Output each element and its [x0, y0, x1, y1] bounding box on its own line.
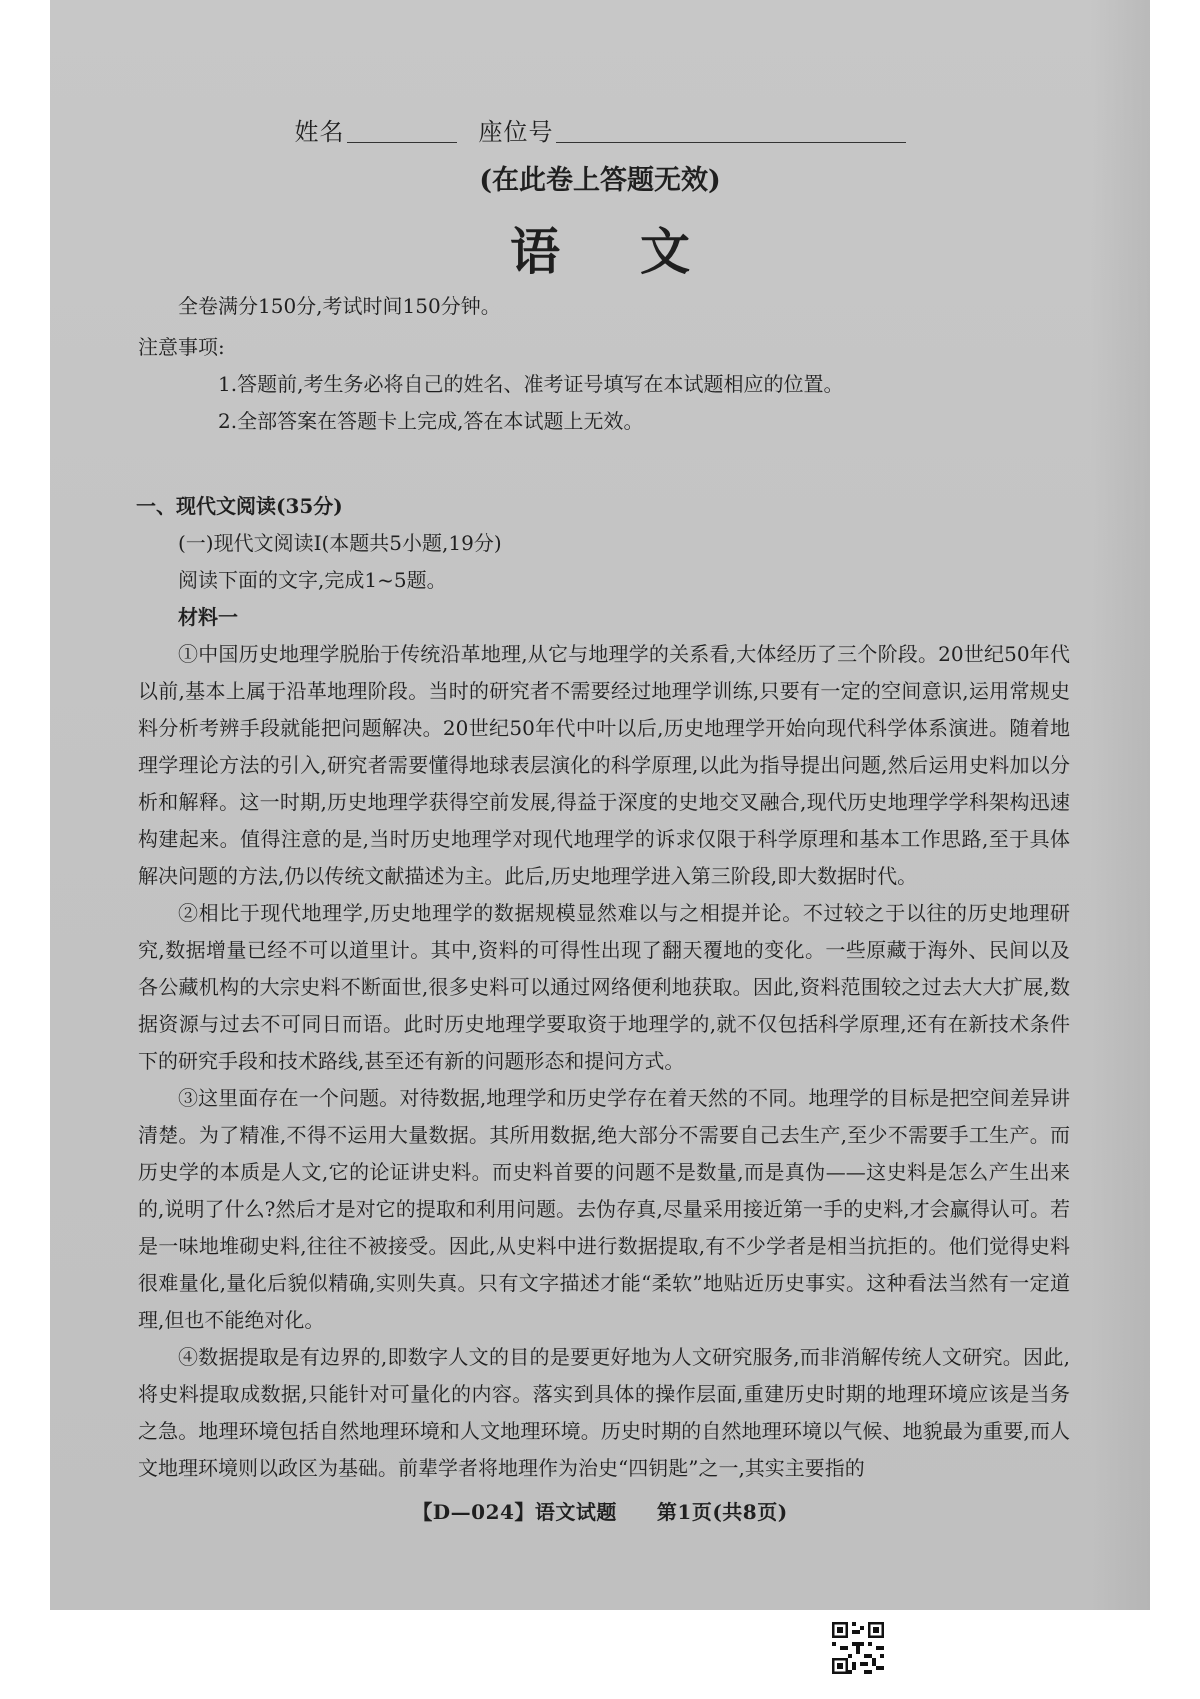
part-title: (一)现代文阅读Ⅰ(本题共5小题,19分) — [178, 531, 502, 555]
reading-instruction: 阅读下面的文字,完成1~5题。 — [178, 568, 447, 592]
material-label: 材料一 — [178, 605, 238, 629]
exam-content — [138, 288, 1070, 1487]
paragraph-2: ②相比于现代地理学,历史地理学的数据规模显然难以与之相提并论。不过较之于以往的历史地理研究,数据增量已经不可以道里计。其中,资料的可得性出现了翻天覆地的变化。一些原藏于海外、民间以及各公藏机构的大宗史料不断面世,很多史料可以通过网络便利地获取。因此,资料范围较之过去大大扩展,数据资源与过去不可同日而语。此时历史地理学要取资于地理学的,就不仅包括科学原理,还有在新技术条件下的研究手段和技术路线,甚至还有新的问题形态和提问方式。 — [138, 901, 1070, 1073]
exam-sheet — [50, 0, 1150, 1610]
seat-label: 座位号 — [478, 118, 554, 146]
qr-code-icon — [832, 1622, 884, 1674]
page-number: 第1页(共8页) — [656, 1500, 788, 1524]
invalid-answer-warning: (在此卷上答题无效) — [479, 165, 721, 196]
exam-code: 【D—024】语文试题 — [412, 1500, 617, 1524]
note-item-2: 2.全部答案在答题卡上完成,答在本试题上无效。 — [218, 409, 644, 433]
full-marks-text: 全卷满分150分,考试时间150分钟。 — [178, 294, 501, 318]
name-label: 姓名 — [294, 118, 345, 146]
note-item-1: 1.答题前,考生务必将自己的姓名、准考证号填写在本试题相应的位置。 — [218, 372, 844, 396]
seat-blank — [556, 142, 906, 143]
subject-title: 语文 — [510, 222, 770, 281]
page-footer — [50, 1496, 1150, 1525]
notes-title: 注意事项: — [138, 335, 225, 359]
paragraph-4: ④数据提取是有边界的,即数字人文的目的是要更好地为人文研究服务,而非消解传统人文研究。因此,将史料提取成数据,只能针对可量化的内容。落实到具体的操作层面,重建历史时期的地理环境应该是当务之急。地理环境包括自然地理环境和人文地理环境。历史时期的自然地理环境以气候、地貌最为重要,而人文地理环境则以政区为基础。前辈学者将地理作为治史“四钥匙”之一,其实主要指的 — [138, 1345, 1070, 1480]
paragraph-3: ③这里面存在一个问题。对待数据,地理学和历史学存在着天然的不同。地理学的目标是把空间差异讲清楚。为了精准,不得不运用大量数据。其所用数据,绝大部分不需要自己去生产,至少不需要手工生产。而历史学的本质是人文,它的论证讲史料。而史料首要的问题不是数量,而是真伪——这史料是怎么产生出来的,说明了什么?然后才是对它的提取和利用问题。去伪存真,尽量采用接近第一手的史料,才会赢得认可。若是一味地堆砌史料,往往不被接受。因此,从史料中进行数据提取,有不少学者是相当抗拒的。他们觉得史料很难量化,量化后貌似精确,实则失真。只有文字描述才能“柔软”地贴近历史事实。这种看法当然有一定道理,但也不能绝对化。 — [138, 1086, 1070, 1332]
section-title: 一、现代文阅读(35分) — [136, 494, 343, 518]
paragraph-1: ①中国历史地理学脱胎于传统沿革地理,从它与地理学的关系看,大体经历了三个阶段。20世纪50年代以前,基本上属于沿革地理阶段。当时的研究者不需要经过地理学训练,只要有一定的空间意识,运用常规史料分析考辨手段就能把问题解决。20世纪50年代中叶以后,历史地理学开始向现代科学体系演进。随着地理学理论方法的引入,研究者需要懂得地球表层演化的科学原理,以此为指导提出问题,然后运用史料加以分析和解释。这一时期,历史地理学获得空前发展,得益于深度的史地交叉融合,现代历史地理学学科架构迅速构建起来。值得注意的是,当时历史地理学对现代地理学的诉求仅限于科学原理和基本工作思路,至于具体解决问题的方法,仍以传统文献描述为主。此后,历史地理学进入第三阶段,即大数据时代。 — [138, 642, 1070, 888]
name-blank — [347, 142, 457, 143]
candidate-info-line — [50, 112, 1150, 147]
